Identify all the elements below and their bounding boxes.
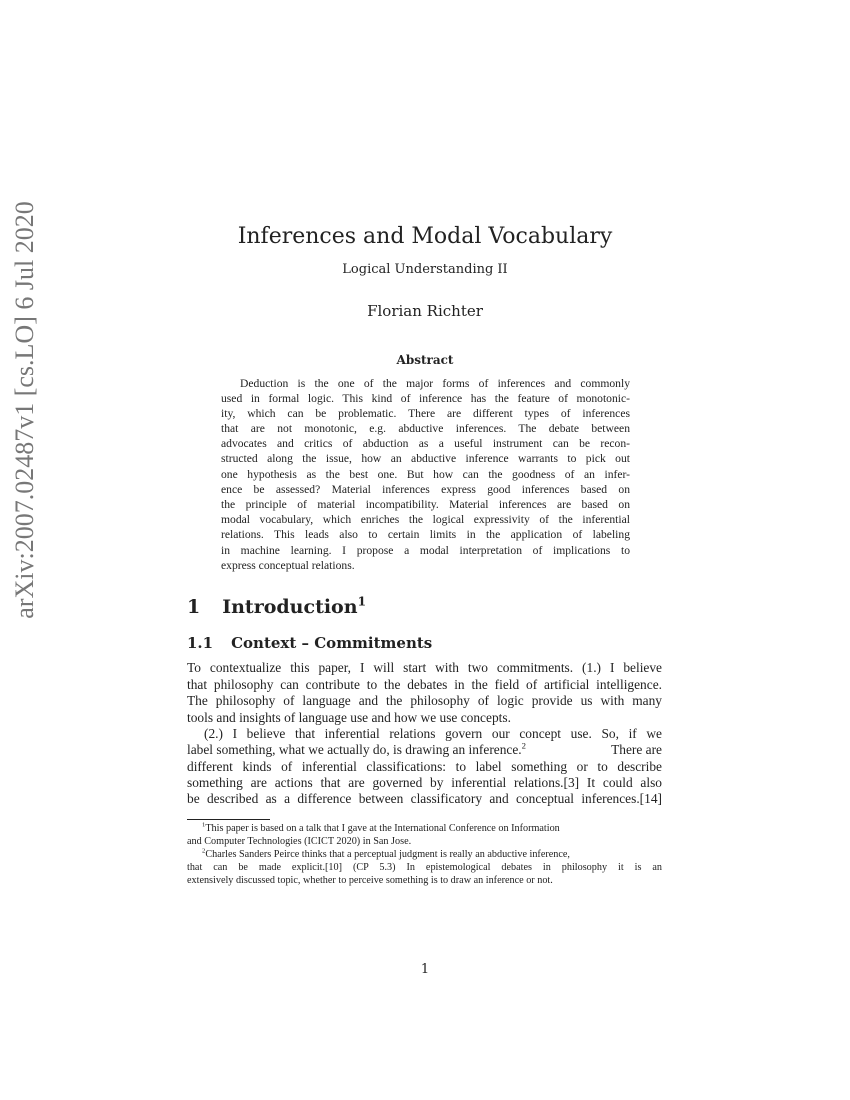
abstract-line: advocates and critics of abduction as a useful instrument can be recon-	[221, 437, 630, 450]
body-line: The philosophy of language and the philosophy of logic provide us with many	[187, 693, 662, 708]
footnote-line: that can be made explicit.[10] (CP 5.3) In epistemological debates in philosophy it is an	[187, 862, 662, 873]
footnote-1: $^1$This paper is based on a talk that I gave at the International Conference on Information	[202, 821, 560, 834]
section-number: 1	[187, 596, 201, 618]
abstract-line: ity, which can be problematic. There are different types of inferences	[221, 407, 630, 420]
footnote-line: extensively discussed topic, whether to perceive something is to draw an inference or not.	[187, 875, 553, 886]
section-heading	[187, 593, 367, 618]
body-line: To contextualize this paper, I will start with two commitments. (1.) I believe	[187, 660, 662, 675]
footnote-ref[interactable]: 1	[357, 593, 367, 609]
abstract-line: modal vocabulary, which enriches the logical expressivity of the inferential	[221, 513, 630, 526]
body-line: label something, what we actually do, is drawing an inference.$^2$	[187, 740, 527, 757]
paper-subtitle: Logical Understanding II	[342, 262, 508, 277]
subsection-title: Context – Commitments	[231, 634, 433, 652]
subsection-heading	[187, 634, 432, 652]
body-line: different kinds of inferential classifications: to label something or to describe	[187, 759, 662, 774]
body-line-end: There are	[611, 742, 662, 757]
abstract-line: ence be assessed? Material inferences express good inferences based on	[221, 483, 630, 496]
abstract-line: structed along the issue, how an abductive inference warrants to pick out	[221, 452, 630, 465]
abstract-line: Deduction is the one of the major forms of inferences and commonly	[240, 377, 630, 390]
footnote-ref[interactable]: 2	[521, 740, 527, 751]
abstract-line: one hypothesis as the best one. But how can the goodness of an infer-	[221, 468, 630, 481]
arxiv-stamp: arXiv:2007.02487v1 [cs.LO] 6 Jul 2020	[10, 201, 39, 619]
body-line: that philosophy can contribute to the debates in the field of artificial intelligence.	[187, 677, 662, 692]
page-number: 1	[420, 962, 430, 977]
section-title: Introduction	[222, 596, 358, 618]
footnote-2: $^2$Charles Sanders Peirce thinks that a perceptual judgment is really an abductive inference,	[202, 847, 570, 860]
abstract-line: in machine learning. I propose a modal interpretation of implications to	[221, 544, 630, 557]
abstract-line: used in formal logic. This kind of inference has the feature of monotonic-	[221, 392, 630, 405]
body-line: tools and insights of language use and how we use concepts.	[187, 710, 511, 725]
abstract-line: that are not monotonic, e.g. abductive inferences. The debate between	[221, 422, 630, 435]
paper-title: Inferences and Modal Vocabulary	[237, 224, 613, 249]
footnote-line: and Computer Technologies (ICICT 2020) in San Jose.	[187, 836, 412, 847]
footnote-rule	[187, 819, 270, 820]
abstract-line: the principle of material incompatibility. Material inferences are based on	[221, 498, 630, 511]
abstract-heading: Abstract	[396, 353, 454, 367]
body-line: be described as a difference between classificatory and conceptual inferences.[14]	[187, 791, 662, 806]
body-line: (2.) I believe that inferential relations govern our concept use. So, if we	[204, 726, 662, 741]
subsection-number: 1.1	[187, 634, 214, 652]
author: Florian Richter	[367, 302, 483, 320]
body-line: something are actions that are governed by inferential relations.[3] It could also	[187, 775, 662, 790]
abstract-line: express conceptual relations.	[221, 559, 355, 572]
abstract-line: relations. This leads also to certain limits in the application of labeling	[221, 528, 630, 541]
